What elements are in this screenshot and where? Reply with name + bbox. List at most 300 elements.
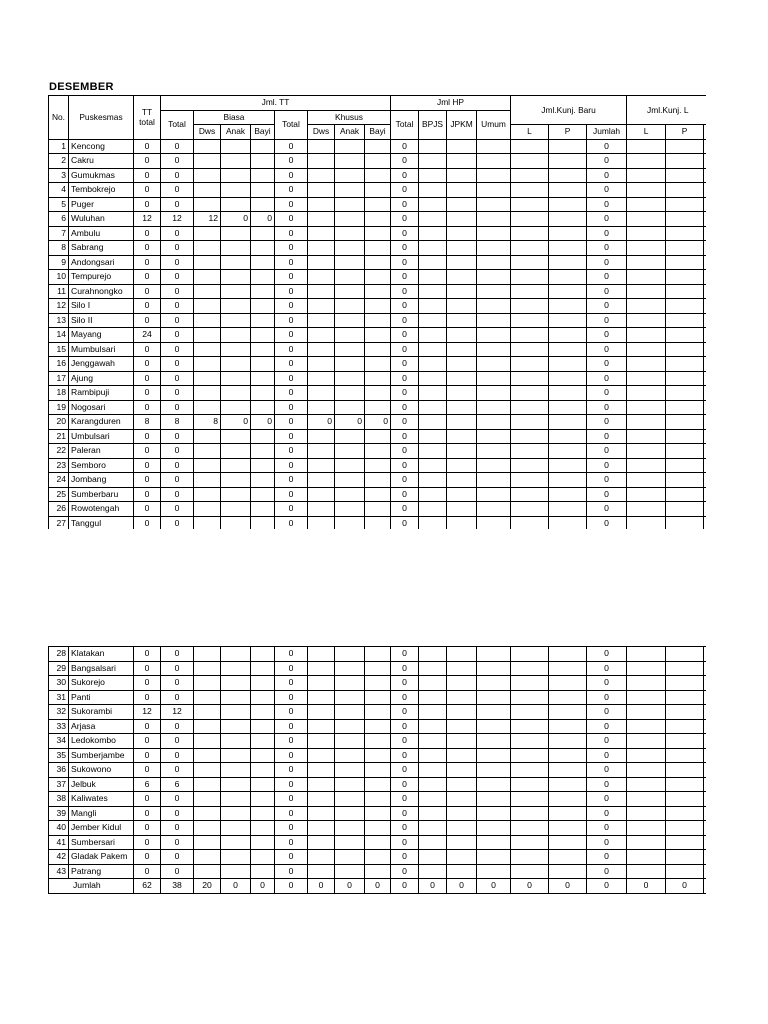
- row-kl-p: [666, 835, 704, 850]
- row-khusus-bayi: [365, 705, 391, 720]
- row-khusus-dws: [308, 792, 335, 807]
- row-hp-total: 0: [391, 806, 419, 821]
- row-no: 7: [49, 226, 69, 241]
- row-umum: [477, 748, 511, 763]
- row-kl-jumlah: [704, 415, 706, 430]
- row-biasa-bayi: [251, 864, 275, 879]
- row-hp-total: 0: [391, 342, 419, 357]
- row-kb-l: [511, 821, 549, 836]
- row-hp-total: 0: [391, 792, 419, 807]
- row-kl-p: [666, 690, 704, 705]
- row-umum: [477, 864, 511, 879]
- row-total: 0: [161, 516, 194, 529]
- row-tt-total: 0: [134, 429, 161, 444]
- row-kb-p: [549, 705, 587, 720]
- total-hp: 0: [391, 879, 419, 894]
- row-hp-total: 0: [391, 429, 419, 444]
- row-biasa-bayi: [251, 734, 275, 749]
- row-kb-jumlah: 0: [587, 429, 627, 444]
- row-kl-p: [666, 371, 704, 386]
- row-khusus-bayi: [365, 197, 391, 212]
- row-hp-total: 0: [391, 748, 419, 763]
- row-hp-total: 0: [391, 386, 419, 401]
- row-kb-l: [511, 313, 549, 328]
- row-bpjs: [419, 487, 447, 502]
- row-kb-p: [549, 502, 587, 517]
- row-kb-p: [549, 516, 587, 529]
- row-khusus-bayi: [365, 284, 391, 299]
- row-khusus-total: 0: [275, 212, 308, 227]
- row-umum: [477, 850, 511, 865]
- row-total: 0: [161, 792, 194, 807]
- row-kb-l: [511, 719, 549, 734]
- total-kbayi: 0: [365, 879, 391, 894]
- row-biasa-bayi: [251, 371, 275, 386]
- row-kl-jumlah: [704, 690, 707, 705]
- row-khusus-bayi: [365, 342, 391, 357]
- row-biasa-dws: 12: [194, 212, 221, 227]
- row-biasa-anak: [221, 183, 251, 198]
- row-name: Andongsari: [69, 255, 134, 270]
- row-no: 41: [49, 835, 69, 850]
- row-biasa-anak: [221, 299, 251, 314]
- totals-label: Jumlah: [49, 879, 134, 894]
- row-tt-total: 0: [134, 661, 161, 676]
- row-total: 0: [161, 676, 194, 691]
- row-name: Gladak Pakem: [69, 850, 134, 865]
- row-kl-l: [627, 516, 666, 529]
- row-bpjs: [419, 241, 447, 256]
- row-kl-p: [666, 212, 704, 227]
- row-no: 35: [49, 748, 69, 763]
- row-biasa-anak: [221, 705, 251, 720]
- row-khusus-bayi: [365, 792, 391, 807]
- row-tt-total: 0: [134, 647, 161, 662]
- row-kb-p: [549, 661, 587, 676]
- row-khusus-dws: [308, 647, 335, 662]
- row-total: 0: [161, 835, 194, 850]
- col-hp-total: Total: [391, 110, 419, 139]
- row-kb-jumlah: 0: [587, 342, 627, 357]
- row-biasa-bayi: [251, 792, 275, 807]
- row-khusus-bayi: [365, 821, 391, 836]
- row-biasa-bayi: [251, 473, 275, 488]
- row-kl-l: [627, 734, 666, 749]
- row-biasa-anak: [221, 241, 251, 256]
- row-kl-jumlah: [704, 835, 707, 850]
- row-tt-total: 12: [134, 705, 161, 720]
- row-jpkm: [447, 734, 477, 749]
- row-biasa-dws: [194, 357, 221, 372]
- row-biasa-anak: [221, 458, 251, 473]
- col-kl-p: P: [666, 125, 704, 140]
- row-kb-jumlah: 0: [587, 487, 627, 502]
- row-khusus-dws: [308, 386, 335, 401]
- row-khusus-bayi: [365, 516, 391, 529]
- row-khusus-total: 0: [275, 168, 308, 183]
- row-khusus-bayi: [365, 270, 391, 285]
- row-biasa-bayi: [251, 647, 275, 662]
- row-total: 0: [161, 284, 194, 299]
- row-khusus-total: 0: [275, 255, 308, 270]
- row-jpkm: [447, 357, 477, 372]
- row-total: 0: [161, 299, 194, 314]
- row-hp-total: 0: [391, 270, 419, 285]
- row-biasa-dws: [194, 400, 221, 415]
- row-biasa-anak: [221, 473, 251, 488]
- row-biasa-anak: [221, 154, 251, 169]
- table-part-2: [48, 646, 706, 894]
- row-kb-l: [511, 850, 549, 865]
- row-jpkm: [447, 183, 477, 198]
- col-khusus-dws: Dws: [308, 125, 335, 140]
- row-kl-l: [627, 212, 666, 227]
- row-kb-p: [549, 212, 587, 227]
- col-no: No.: [49, 96, 69, 140]
- row-jpkm: [447, 763, 477, 778]
- row-kb-l: [511, 690, 549, 705]
- row-hp-total: 0: [391, 357, 419, 372]
- row-bpjs: [419, 792, 447, 807]
- row-biasa-dws: [194, 864, 221, 879]
- row-total: 0: [161, 429, 194, 444]
- row-kl-jumlah: [704, 241, 706, 256]
- row-kl-p: [666, 415, 704, 430]
- row-khusus-anak: [335, 400, 365, 415]
- col-tt-khusus-total: Total: [275, 110, 308, 139]
- row-biasa-anak: [221, 647, 251, 662]
- row-biasa-bayi: [251, 183, 275, 198]
- table-row: [49, 719, 707, 734]
- table-row: [49, 313, 707, 328]
- row-total: 0: [161, 226, 194, 241]
- row-kb-l: [511, 429, 549, 444]
- row-khusus-dws: [308, 400, 335, 415]
- row-kb-l: [511, 342, 549, 357]
- row-khusus-anak: [335, 661, 365, 676]
- row-biasa-dws: [194, 371, 221, 386]
- row-kl-l: [627, 226, 666, 241]
- row-hp-total: 0: [391, 487, 419, 502]
- row-khusus-total: 0: [275, 487, 308, 502]
- row-khusus-anak: [335, 864, 365, 879]
- row-kl-jumlah: [704, 386, 706, 401]
- row-biasa-anak: [221, 734, 251, 749]
- report-title: DESEMBER: [49, 81, 114, 93]
- row-khusus-dws: [308, 705, 335, 720]
- row-kb-jumlah: 0: [587, 226, 627, 241]
- row-kl-p: [666, 676, 704, 691]
- row-kl-jumlah: [704, 284, 706, 299]
- table-row: [49, 444, 707, 459]
- row-umum: [477, 415, 511, 430]
- row-khusus-total: 0: [275, 719, 308, 734]
- row-kb-jumlah: 0: [587, 502, 627, 517]
- row-kl-p: [666, 661, 704, 676]
- row-biasa-anak: 0: [221, 212, 251, 227]
- row-tt-total: 0: [134, 299, 161, 314]
- row-khusus-bayi: [365, 168, 391, 183]
- row-kb-jumlah: 0: [587, 371, 627, 386]
- row-jpkm: [447, 458, 477, 473]
- row-kb-jumlah: 0: [587, 154, 627, 169]
- row-kl-jumlah: [704, 154, 706, 169]
- row-umum: [477, 487, 511, 502]
- row-jpkm: [447, 313, 477, 328]
- col-kunj-lama: Jml.Kunj. L: [627, 96, 706, 125]
- table-row: [49, 212, 707, 227]
- table-row: [49, 734, 707, 749]
- table-row: [49, 429, 707, 444]
- row-kb-p: [549, 792, 587, 807]
- row-kl-l: [627, 183, 666, 198]
- row-kb-p: [549, 299, 587, 314]
- row-umum: [477, 313, 511, 328]
- row-kl-jumlah: [704, 864, 707, 879]
- row-khusus-total: 0: [275, 284, 308, 299]
- row-kb-l: [511, 792, 549, 807]
- row-kl-l: [627, 850, 666, 865]
- row-biasa-anak: [221, 429, 251, 444]
- row-kb-jumlah: 0: [587, 661, 627, 676]
- row-kl-p: [666, 763, 704, 778]
- row-total: 0: [161, 850, 194, 865]
- row-kl-p: [666, 806, 704, 821]
- row-name: Wuluhan: [69, 212, 134, 227]
- row-biasa-anak: [221, 197, 251, 212]
- row-kl-l: [627, 487, 666, 502]
- row-hp-total: 0: [391, 284, 419, 299]
- row-kb-l: [511, 154, 549, 169]
- row-khusus-bayi: [365, 371, 391, 386]
- row-khusus-total: 0: [275, 777, 308, 792]
- col-biasa-anak: Anak: [221, 125, 251, 140]
- row-name: Silo II: [69, 313, 134, 328]
- total-kdws: 0: [308, 879, 335, 894]
- row-umum: [477, 458, 511, 473]
- row-umum: [477, 719, 511, 734]
- row-kl-p: [666, 270, 704, 285]
- row-biasa-anak: [221, 777, 251, 792]
- row-khusus-total: 0: [275, 821, 308, 836]
- row-jpkm: [447, 748, 477, 763]
- row-hp-total: 0: [391, 299, 419, 314]
- row-bpjs: [419, 647, 447, 662]
- row-kb-p: [549, 284, 587, 299]
- row-hp-total: 0: [391, 705, 419, 720]
- row-khusus-anak: [335, 806, 365, 821]
- row-kl-p: [666, 299, 704, 314]
- row-name: Sumbersari: [69, 835, 134, 850]
- row-biasa-anak: [221, 139, 251, 154]
- table-row: [49, 328, 707, 343]
- row-kl-jumlah: [704, 661, 707, 676]
- total-kb-p: 0: [549, 879, 587, 894]
- row-kl-l: [627, 168, 666, 183]
- row-no: 33: [49, 719, 69, 734]
- row-kb-jumlah: 0: [587, 255, 627, 270]
- row-biasa-dws: [194, 458, 221, 473]
- row-khusus-bayi: [365, 241, 391, 256]
- row-total: 0: [161, 748, 194, 763]
- row-no: 9: [49, 255, 69, 270]
- row-name: Nogosari: [69, 400, 134, 415]
- row-name: Karangduren: [69, 415, 134, 430]
- data-table-continued: [48, 646, 706, 894]
- row-no: 13: [49, 313, 69, 328]
- row-kl-p: [666, 864, 704, 879]
- row-khusus-dws: [308, 719, 335, 734]
- row-hp-total: 0: [391, 328, 419, 343]
- row-hp-total: 0: [391, 734, 419, 749]
- row-khusus-total: 0: [275, 357, 308, 372]
- table-row: [49, 139, 707, 154]
- row-jpkm: [447, 806, 477, 821]
- table-row: [49, 226, 707, 241]
- row-bpjs: [419, 821, 447, 836]
- row-kl-jumlah: [704, 705, 707, 720]
- row-kl-jumlah: [704, 299, 706, 314]
- row-umum: [477, 255, 511, 270]
- row-tt-total: 0: [134, 226, 161, 241]
- col-khusus-anak: Anak: [335, 125, 365, 140]
- row-name: Ledokombo: [69, 734, 134, 749]
- row-biasa-bayi: [251, 458, 275, 473]
- row-no: 19: [49, 400, 69, 415]
- row-khusus-anak: [335, 255, 365, 270]
- row-name: Mangli: [69, 806, 134, 821]
- row-name: Kaliwates: [69, 792, 134, 807]
- row-kl-l: [627, 835, 666, 850]
- row-tt-total: 0: [134, 516, 161, 529]
- row-khusus-total: 0: [275, 661, 308, 676]
- row-total: 0: [161, 647, 194, 662]
- row-kl-l: [627, 821, 666, 836]
- row-khusus-total: 0: [275, 313, 308, 328]
- row-kl-p: [666, 313, 704, 328]
- row-tt-total: 0: [134, 197, 161, 212]
- row-hp-total: 0: [391, 183, 419, 198]
- row-kl-jumlah: [704, 313, 706, 328]
- row-biasa-anak: [221, 835, 251, 850]
- row-jpkm: [447, 270, 477, 285]
- row-tt-total: 0: [134, 748, 161, 763]
- row-khusus-dws: [308, 502, 335, 517]
- row-kl-l: [627, 154, 666, 169]
- row-hp-total: 0: [391, 763, 419, 778]
- table-row: [49, 183, 707, 198]
- row-biasa-bayi: [251, 299, 275, 314]
- row-jpkm: [447, 371, 477, 386]
- row-bpjs: [419, 705, 447, 720]
- row-kl-l: [627, 792, 666, 807]
- table-row: [49, 357, 707, 372]
- row-hp-total: 0: [391, 212, 419, 227]
- row-bpjs: [419, 458, 447, 473]
- row-name: Sumberbaru: [69, 487, 134, 502]
- row-biasa-bayi: [251, 705, 275, 720]
- row-kl-l: [627, 429, 666, 444]
- table-row: [49, 676, 707, 691]
- row-bpjs: [419, 516, 447, 529]
- row-tt-total: 0: [134, 270, 161, 285]
- row-jpkm: [447, 168, 477, 183]
- row-khusus-dws: [308, 821, 335, 836]
- row-no: 27: [49, 516, 69, 529]
- row-jpkm: [447, 792, 477, 807]
- row-khusus-anak: 0: [335, 415, 365, 430]
- row-khusus-total: 0: [275, 792, 308, 807]
- row-total: 0: [161, 313, 194, 328]
- row-kb-jumlah: 0: [587, 386, 627, 401]
- row-kb-l: [511, 226, 549, 241]
- row-bpjs: [419, 154, 447, 169]
- row-kb-jumlah: 0: [587, 719, 627, 734]
- row-bpjs: [419, 400, 447, 415]
- row-no: 21: [49, 429, 69, 444]
- row-name: Umbulsari: [69, 429, 134, 444]
- row-kl-l: [627, 647, 666, 662]
- row-kb-l: [511, 777, 549, 792]
- row-khusus-bayi: [365, 647, 391, 662]
- row-jpkm: [447, 661, 477, 676]
- row-kl-jumlah: [704, 444, 706, 459]
- row-no: 4: [49, 183, 69, 198]
- row-no: 14: [49, 328, 69, 343]
- row-name: Semboro: [69, 458, 134, 473]
- row-tt-total: 0: [134, 690, 161, 705]
- row-biasa-anak: [221, 313, 251, 328]
- row-khusus-bayi: [365, 299, 391, 314]
- row-kl-p: [666, 342, 704, 357]
- row-hp-total: 0: [391, 516, 419, 529]
- row-khusus-bayi: [365, 429, 391, 444]
- row-kb-p: [549, 371, 587, 386]
- row-kb-l: [511, 386, 549, 401]
- row-khusus-dws: [308, 212, 335, 227]
- row-hp-total: 0: [391, 777, 419, 792]
- col-biasa-dws: Dws: [194, 125, 221, 140]
- row-kb-jumlah: 0: [587, 444, 627, 459]
- row-total: 6: [161, 777, 194, 792]
- row-umum: [477, 444, 511, 459]
- row-khusus-dws: [308, 864, 335, 879]
- row-khusus-total: 0: [275, 690, 308, 705]
- row-no: 43: [49, 864, 69, 879]
- row-name: Jember Kidul: [69, 821, 134, 836]
- total-kl-p: 0: [666, 879, 704, 894]
- row-kl-p: [666, 647, 704, 662]
- row-biasa-dws: [194, 429, 221, 444]
- row-no: 15: [49, 342, 69, 357]
- table-row: [49, 806, 707, 821]
- row-kl-p: [666, 734, 704, 749]
- table-row: [49, 270, 707, 285]
- row-name: Tanggul: [69, 516, 134, 529]
- row-biasa-dws: [194, 763, 221, 778]
- row-khusus-dws: [308, 777, 335, 792]
- row-kb-jumlah: 0: [587, 647, 627, 662]
- row-khusus-anak: [335, 458, 365, 473]
- row-biasa-anak: [221, 371, 251, 386]
- row-kb-p: [549, 183, 587, 198]
- row-khusus-total: 0: [275, 371, 308, 386]
- row-kb-p: [549, 821, 587, 836]
- row-bpjs: [419, 719, 447, 734]
- col-biasa: Biasa: [194, 110, 275, 125]
- row-umum: [477, 299, 511, 314]
- row-kb-p: [549, 734, 587, 749]
